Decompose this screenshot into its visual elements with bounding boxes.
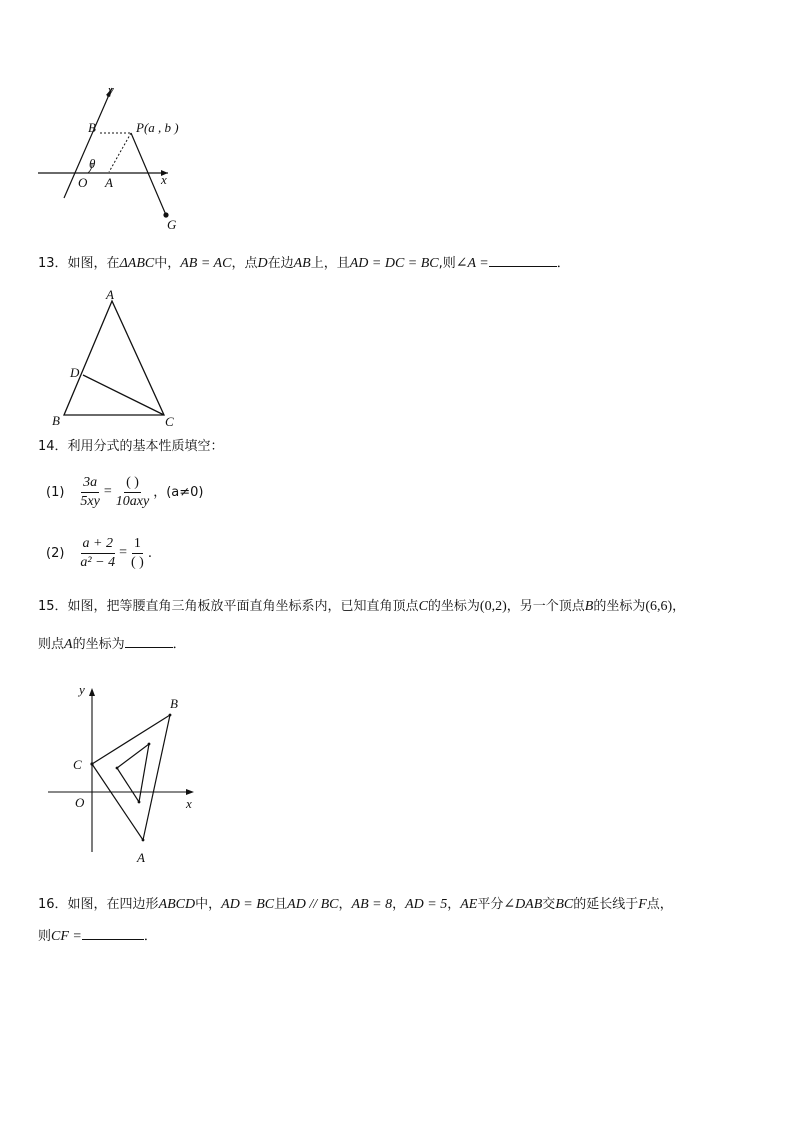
inner-vertex-1-dot bbox=[116, 767, 119, 770]
outer-triangle-abc bbox=[92, 715, 170, 840]
answer-blank-15[interactable] bbox=[125, 646, 173, 648]
point-c-dot bbox=[90, 762, 93, 765]
label-a: A bbox=[106, 287, 114, 302]
question-14-part-1: (1) $\frac{3a}{5xy}$ = $\frac{( )}{\text{10axy}}$ ，(a≠0) bbox=[46, 474, 204, 509]
question-16-line-1: 16．如图，在四边形ABCD中，AD = BC且AD // BC，AB = 8，AD = 5，AE平分∠DAB交BC的延长线于F点， bbox=[38, 897, 673, 912]
label-b: B bbox=[170, 696, 178, 711]
question-15-line-1: 15．如图，把等腰直角三角板放平面直角坐标系内，已知直角顶点C的坐标为(0,2)，另一个顶点B的坐标为(6,6)， bbox=[38, 599, 686, 614]
segment-dc bbox=[83, 375, 164, 415]
figure-set-square-diagram bbox=[40, 680, 210, 870]
answer-blank-16[interactable] bbox=[82, 938, 144, 940]
label-y: y bbox=[108, 82, 114, 97]
x-axis-arrow bbox=[186, 789, 194, 795]
label-c: C bbox=[73, 757, 82, 772]
point-a-dot bbox=[142, 839, 145, 842]
triangle-abc bbox=[64, 301, 164, 415]
figure-point-p-diagram bbox=[30, 80, 200, 240]
label-theta: θ bbox=[89, 156, 96, 171]
label-b: B bbox=[88, 120, 96, 135]
label-o: O bbox=[78, 175, 88, 190]
y-axis-arrow bbox=[89, 688, 95, 696]
fraction-left-2: $\frac{a + 2}{\text{a² − 4}}$ bbox=[80, 535, 116, 570]
inner-vertex-2-dot bbox=[148, 743, 151, 746]
fraction-right-2: $\frac{1}{( )}$ bbox=[130, 535, 144, 570]
label-d: D bbox=[70, 365, 80, 380]
label-a: A bbox=[137, 850, 145, 865]
question-14-part-2: (2) $\frac{a + 2}{\text{a² − 4}}$ = $\frac{1}{( )}$ . bbox=[46, 535, 152, 570]
dotted-line-pa bbox=[109, 133, 131, 172]
inner-vertex-3-dot bbox=[138, 801, 141, 804]
label-x: x bbox=[161, 172, 167, 187]
label-p: P(a , b ) bbox=[136, 120, 179, 135]
label-o: O bbox=[75, 795, 85, 810]
question-16-line-2: 则CF = ． bbox=[38, 929, 157, 944]
label-b: B bbox=[52, 413, 60, 428]
question-15-line-2: 则点A的坐标为 ． bbox=[38, 637, 186, 652]
answer-blank-14-2[interactable]: ( ) bbox=[130, 554, 144, 570]
answer-blank-13[interactable] bbox=[489, 265, 557, 267]
inner-triangle bbox=[117, 744, 149, 802]
label-y: y bbox=[79, 682, 85, 697]
label-a: A bbox=[105, 175, 113, 190]
fraction-right-1: $\frac{( )}{\text{10axy}}$ bbox=[115, 474, 150, 509]
question-13-text: 13．如图，在ΔABC中，AB = AC，点D在边AB上，且AD = DC = BC,则∠A = ． bbox=[38, 256, 570, 271]
fraction-left-1: $\frac{3a}{5xy}$ bbox=[80, 474, 100, 509]
label-g: G bbox=[167, 217, 177, 232]
label-c: C bbox=[165, 414, 174, 429]
question-14-text: 14．利用分式的基本性质填空： bbox=[38, 439, 224, 454]
label-x: x bbox=[186, 796, 192, 811]
point-b-dot bbox=[169, 714, 172, 717]
answer-blank-14-1[interactable]: ( ) bbox=[124, 476, 141, 493]
figure-triangle-abc bbox=[48, 285, 183, 430]
